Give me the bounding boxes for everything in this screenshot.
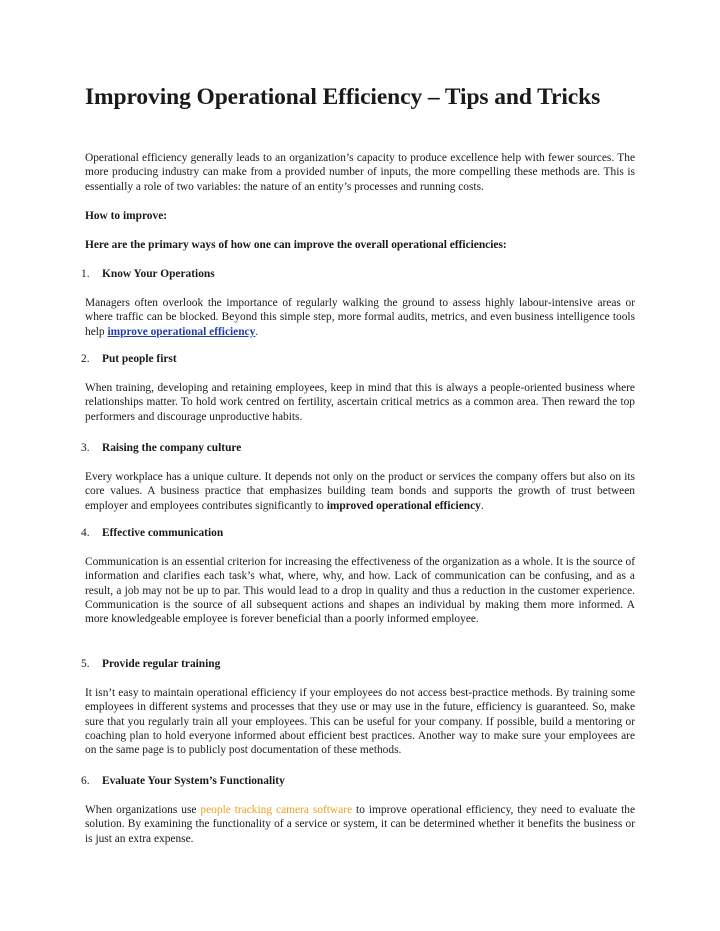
section-5-number: 5. — [81, 658, 90, 670]
section-1-body-end: . — [255, 325, 259, 338]
section-1-title: Know Your Operations — [102, 268, 215, 280]
section-6-number: 6. — [81, 775, 90, 787]
section-5-title: Provide regular training — [102, 658, 221, 670]
people-tracking-camera-software-link[interactable]: people tracking camera software — [200, 804, 353, 816]
section-3-body-end: . — [480, 499, 484, 512]
section-5-heading — [81, 658, 220, 670]
section-3-body — [85, 470, 635, 513]
how-to-heading: How to improve: — [85, 210, 168, 222]
section-2-heading — [81, 353, 177, 365]
section-3-body-text: Every workplace has a unique culture. It depends not only on the product or services the company offers but also on its core values. A business practice that emphasizes building team bonds and supports the growth of trust between employer and employees contributes significantly to — [85, 471, 635, 512]
section-2-title: Put people first — [102, 353, 177, 365]
section-2-number: 2. — [81, 353, 90, 365]
section-1-body — [85, 296, 635, 339]
section-4-title: Effective communication — [102, 527, 224, 539]
section-1-body-text: Managers often overlook the importance of regularly walking the ground to assess highly labour-intensive areas or where traffic can be blocked. Beyond this simple step, more formal audits, metrics, and even business intelligence tools help — [85, 297, 635, 338]
section-1-number: 1. — [81, 268, 90, 280]
section-4-body: Communication is an essential criterion for increasing the effectiveness of the organization as a whole. It is the source of information and clarifies each task’s what, where, why, and how. Lack of communication can be confusing, and as a result, a job may not be up to par. This would lead to a drop in quality and thus a reduction in the customer experience. Communication is the source of all subsequent actions and shapes an individual by making them more informed. A more knowledgeable employee is forever beneficial than a poorly informed employee. — [85, 556, 635, 626]
section-4-heading — [81, 527, 223, 539]
section-1-heading — [81, 268, 215, 280]
improved-operational-efficiency-text: improved operational efficiency — [326, 499, 481, 512]
section-6-body — [85, 803, 635, 846]
section-5-body: It isn’t easy to maintain operational efficiency if your employees do not access best-practice methods. By training some employees in different systems and processes that they use or may use in the future, efficiency is guaranteed. So, make sure that you regularly train all your employees. This can be useful for your company. If possible, build a mentoring or coaching plan to hold everyone informed about efficient best practices. Another way to make sure your employees are on the same page is to publicly post documentation of these methods. — [85, 687, 635, 757]
intro-paragraph: Operational efficiency generally leads to an organization’s capacity to produce excellence help with fewer sources. The more producing industry can make from a provided number of inputs, the more compelling these methods are. This is essentially a role of two variables: the nature of an entity’s processes and running costs. — [85, 152, 635, 193]
section-6-body-end: to improve operational efficiency, they need to evaluate the solution. By examining the functionality of a service or system, it can be determined whether it benefits the business or is just an extra expense. — [85, 804, 635, 845]
primary-ways-heading: Here are the primary ways of how one can improve the overall operational efficiencies: — [85, 239, 507, 251]
section-3-heading — [81, 442, 241, 454]
section-2-body: When training, developing and retaining employees, keep in mind that this is always a people-oriented business where relationships matter. To hold work centred on fertility, ascertain critical metrics as a common area. Then reward the top performers and discourage unproductive habits. — [85, 382, 635, 423]
section-4-number: 4. — [81, 527, 90, 539]
section-6-body-text: When organizations use — [85, 804, 201, 816]
section-3-title: Raising the company culture — [102, 442, 242, 454]
section-3-number: 3. — [81, 442, 90, 454]
improve-operational-efficiency-link[interactable]: improve operational efficiency — [107, 325, 256, 338]
section-6-title: Evaluate Your System’s Functionality — [102, 775, 285, 787]
section-6-heading — [81, 775, 285, 787]
page-title: Improving Operational Efficiency – Tips and Tricks — [85, 84, 601, 110]
